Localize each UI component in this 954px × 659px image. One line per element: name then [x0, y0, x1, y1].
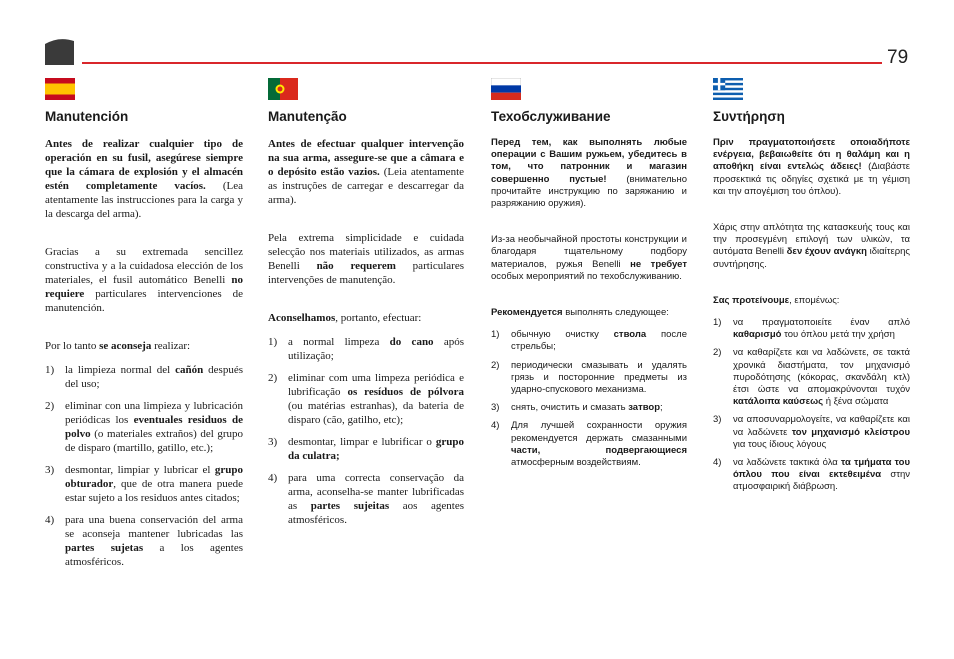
safety-warning: Antes de realizar cualquier tipo de operación en su fusil, asegúrese siempre que la cámara de explosión y el almacén estén completamente vacíos. (Lea atentamente las instrucciones para la carga y la descarga del arma).: [45, 138, 243, 220]
column-russian: [491, 78, 687, 475]
safety-warning: Antes de efectuar qualquer intervenção na sua arma, assegure-se que a câmara e o depósito estão vazios. (Leia atentamente as instruções de carregar e descarregar da arma).: [268, 138, 465, 206]
list-item: 4) Для лучшей сохранности оружия рекомендуется держать смазанными части, подвергающиеся атмосферным воздействиям.: [491, 420, 687, 469]
maintenance-list: [713, 317, 910, 494]
list-item: 2) eliminar con una limpieza y lubricación periódicas los eventuales residuos de polvo (o materiales extraños) del grupo de disparo (martillo, gatillo, etc.);: [45, 400, 243, 454]
list-item: 2) периодически смазывать и удалять грязь и посторонние предметы из ударно-спускового механизма.: [491, 359, 687, 396]
list-item: 3) desmontar, limpar e lubrificar o grupo da culatra;: [268, 436, 464, 462]
page-number: 79: [887, 47, 909, 68]
list-item: 4) para uma correcta conservação da arma, aconselha-se manter lubrificadas as partes sujeitas aos agentes atmosféricos.: [268, 472, 464, 526]
list-item: 4) para una buena conservación del arma se aconseja mantener lubricadas las partes sujetas a los agentes atmosféricos.: [45, 514, 243, 568]
advice-line: Σας προτείνουμε, επομένως:: [713, 294, 840, 306]
maintenance-list: [268, 335, 464, 527]
description-paragraph: Gracias a su extremada sencillez constructiva y a la cuidadosa elección de los materiales, el fusil automático Benelli no requiere particulares intervenciones de manutención.: [45, 246, 243, 314]
russia-flag-icon: [491, 78, 521, 100]
description-paragraph: Χάρις στην απλότητα της κατασκευής τους και την προσεγμένη επιλογή των υλικών, τα αυτόματα Benelli δεν έχουν ανάγκη ιδιαίτερης συντήρησης.: [713, 222, 910, 270]
description-paragraph: Pela extrema simplicidade e cuidada selecção nos materiais utilizados, as armas Benelli não requerem particulares intervenções de manutenção.: [268, 232, 464, 286]
advice-line: Por lo tanto se aconseja realizar:: [45, 340, 191, 352]
greece-flag-icon: [713, 78, 743, 100]
column-spanish: [45, 78, 243, 577]
section-title: Техобслуживание: [491, 109, 611, 124]
advice-line: Aconselhamos, portanto, efectuar:: [268, 312, 422, 324]
list-item: 1) la limpieza normal del cañón después del uso;: [45, 364, 244, 390]
safety-warning: Πριν πραγματοποιήσετε οποιαδήποτε ενέργεια, βεβαιωθείτε ότι η θαλάμη και η αποθήκη είναι εντελώς άδειες! (Διαβάστε προσεκτικά τις οδηγίες σχετικά με τη γέμιση και την απογέμιση του όπλου).: [713, 137, 910, 197]
maintenance-list: [491, 329, 687, 469]
list-item: 1) να πραγματοποιείτε έναν απλό καθαρισμό του όπλου μετά την χρήση: [713, 317, 910, 341]
list-item: 3) να αποσυναρμολογείτε, να καθαρίζετε και να λαδώνετε τον μηχανισμό κλείστρου για τους ίδιους λόγους: [713, 414, 910, 450]
list-item: 1) обычную очистку ствола после стрельбы;: [491, 329, 687, 353]
advice-line: Рекомендуется выполнять следующее:: [491, 307, 669, 319]
list-item: 1) a normal limpeza do cano após utilização;: [268, 336, 464, 362]
column-portuguese: [268, 78, 464, 535]
column-greek: [713, 78, 910, 500]
list-item: 4) να λαδώνετε τακτικά όλα τα τμήματα του όπλου που είναι εκτεθειμένα στην ατμοσφαιρική διάβρωση.: [713, 457, 910, 493]
benelli-logo-icon: [45, 38, 74, 65]
description-paragraph: Из-за необычайной простоты конструкции и благодаря тщательному подбору материалов, ружья Benelli не требует особых мероприятий по техобслуживанию.: [491, 234, 687, 282]
list-item: 2) να καθαρίζετε και να λαδώνετε, σε τακτά χρονικά διαστήματα, τον μηχανισμό πυροδότησης (κόκορας, σκανδάλη κτλ) έτσι ώστε να απομακρύνονται τυχόν κατάλοιπα καύσεως ή ξένα σώματα: [713, 347, 910, 408]
section-title: Manutención: [45, 109, 129, 124]
portugal-flag-icon: [268, 78, 298, 100]
section-title: Συντήρηση: [713, 109, 785, 124]
list-item: 3) снять, очистить и смазать затвор;: [491, 402, 663, 414]
safety-warning: Перед тем, как выполнять любые операции с Вашим ружьем, убедитесь в том, что патронник и магазин совершенно пустые! (внимательно прочитайте инструкцию по заряжанию и разряжанию оружия).: [491, 137, 687, 210]
section-title: Manutenção: [268, 109, 347, 124]
header-rule: [82, 62, 882, 64]
maintenance-list: [45, 363, 243, 569]
list-item: 2) eliminar com uma limpeza periódica e lubrificação os resíduos de pólvora (ou matérias estranhas), da bateria de disparo (cão, gatilho, etc);: [268, 372, 464, 426]
spain-flag-icon: [45, 78, 75, 100]
list-item: 3) desmontar, limpiar y lubricar el grupo obturador, que de otra manera puede estar sujeto a los residuos antes citados;: [45, 464, 243, 504]
